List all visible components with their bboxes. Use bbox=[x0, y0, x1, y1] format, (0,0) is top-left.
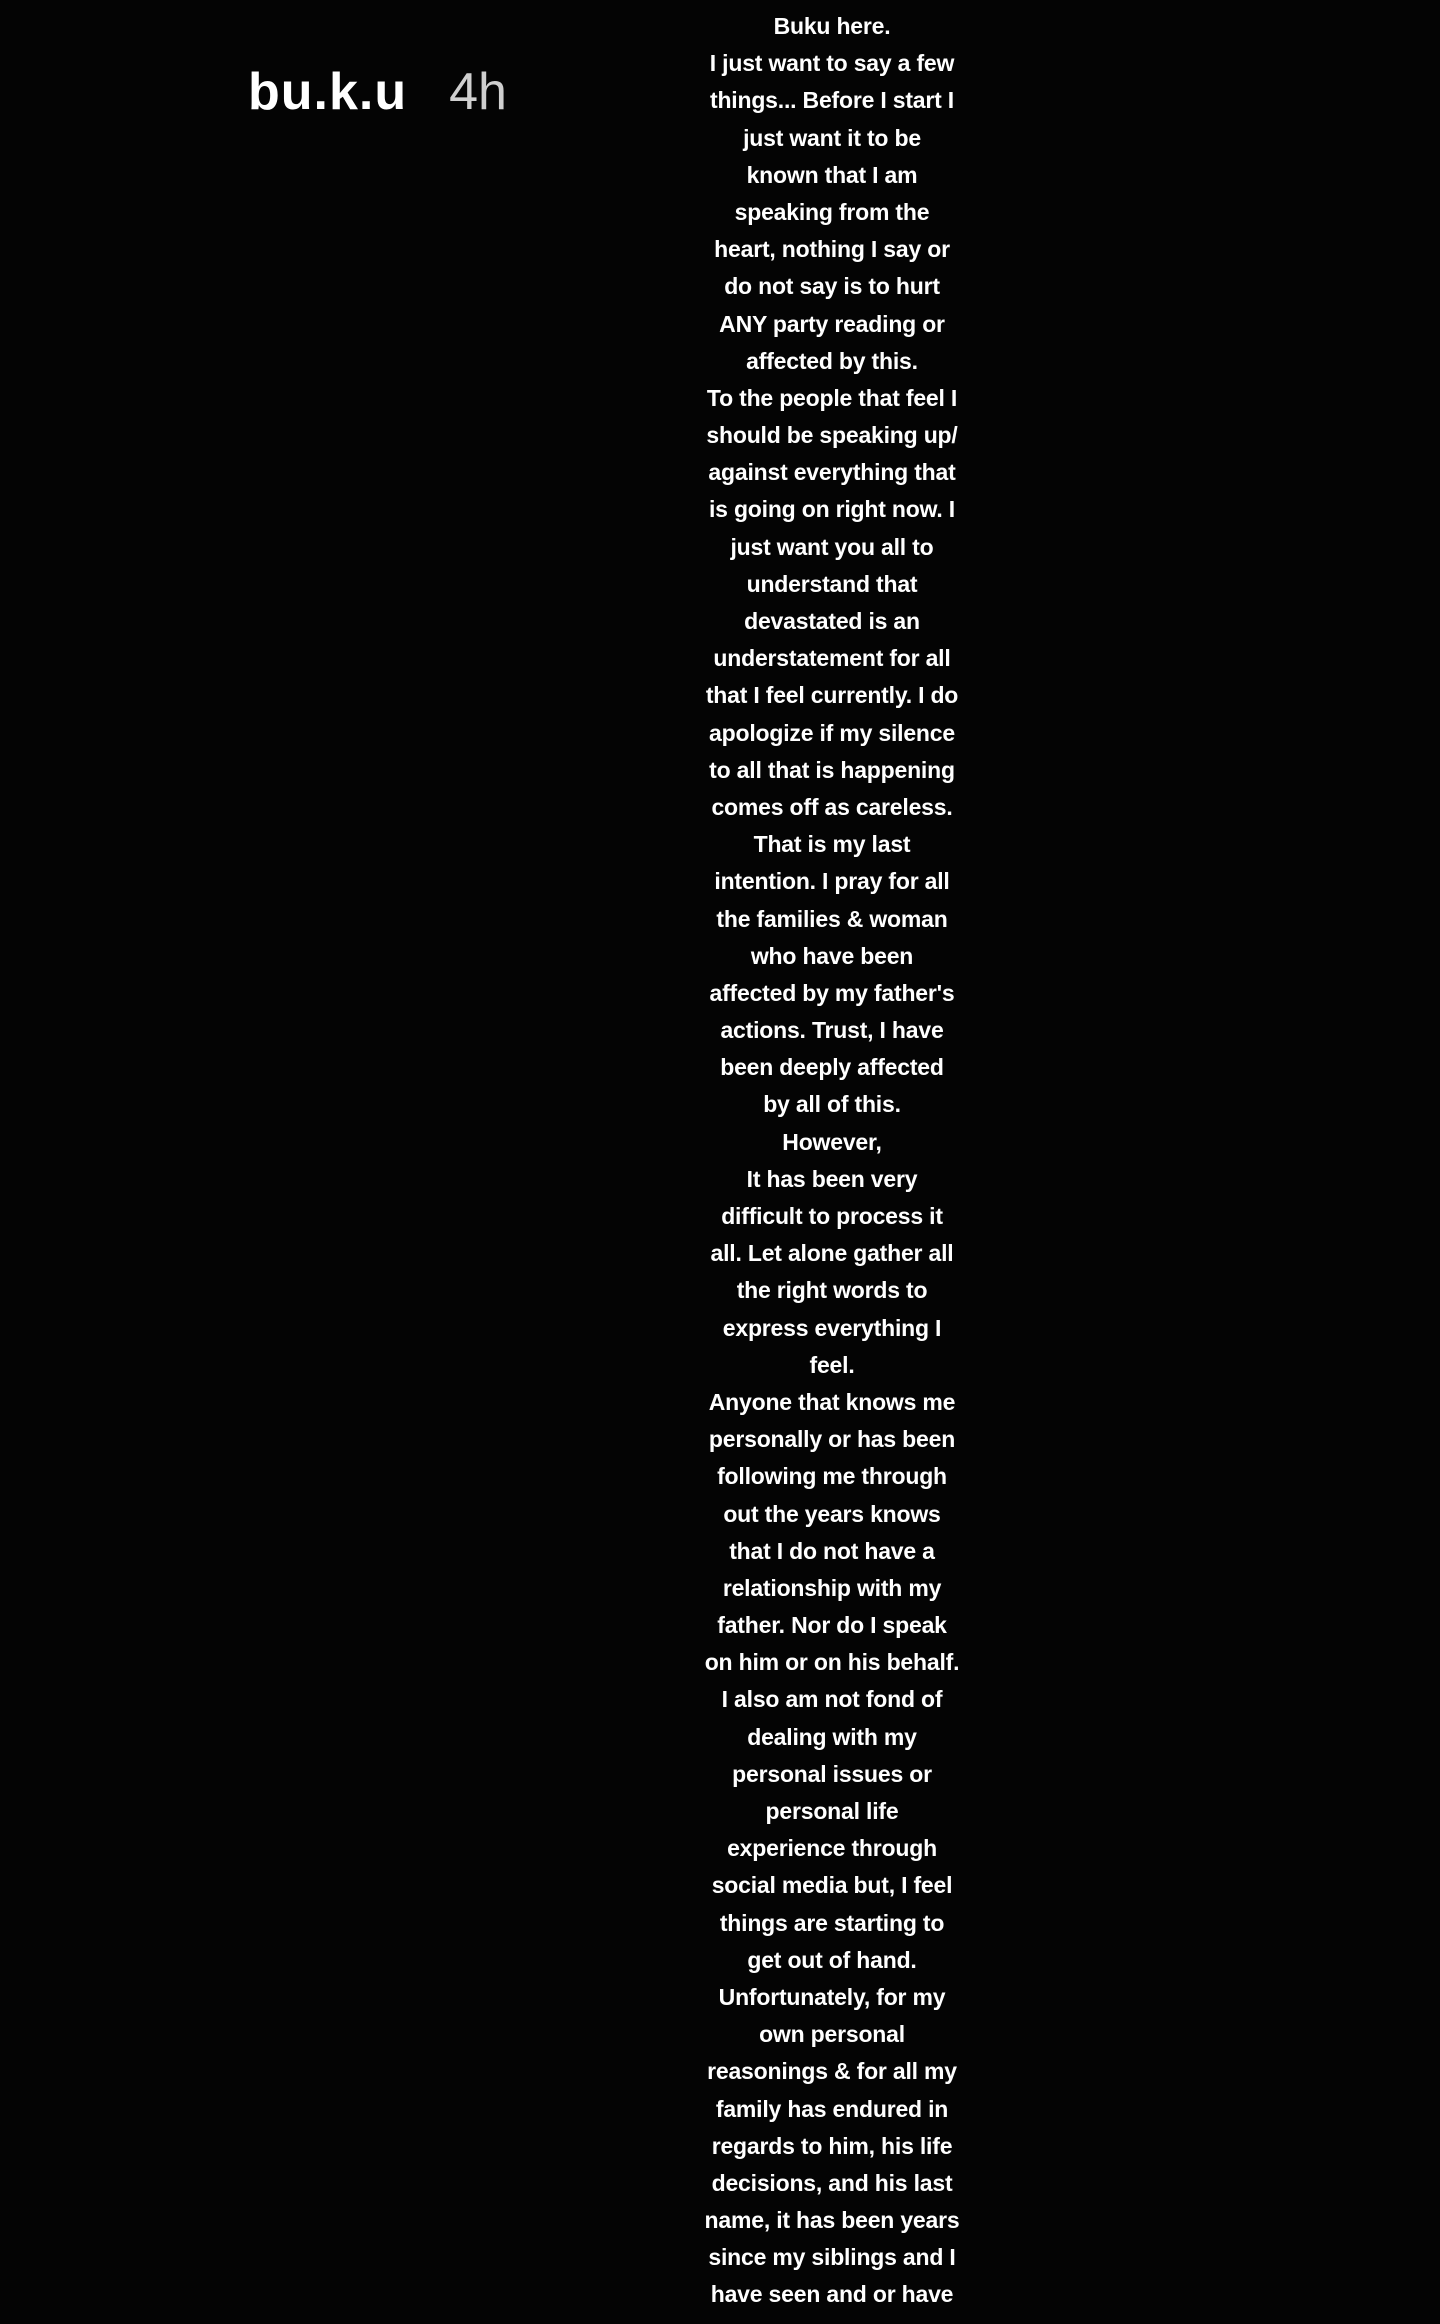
caption-line: known that I am bbox=[746, 161, 918, 188]
caption-line: things... Before I start I bbox=[709, 87, 954, 114]
story-username[interactable]: bu.k.u bbox=[248, 63, 408, 121]
caption-line: regards to him, his life bbox=[711, 2132, 953, 2159]
caption-line: just want you all to bbox=[730, 533, 934, 560]
caption-line: father. Nor do I speak bbox=[717, 1612, 947, 1639]
caption-line: understatement for all bbox=[713, 645, 951, 672]
caption-line: that I feel currently. I do bbox=[705, 682, 959, 709]
caption-line: Buku here. bbox=[773, 13, 891, 39]
caption-line: do not say is to hurt bbox=[724, 273, 940, 300]
caption-line: experience through bbox=[727, 1835, 937, 1862]
caption-line: have seen and or have bbox=[710, 2281, 954, 2308]
caption-line: reasonings & for all my bbox=[707, 2058, 957, 2085]
caption-line: To the people that feel I bbox=[706, 384, 958, 411]
caption-line: That is my last bbox=[753, 831, 911, 858]
caption-line: social media but, I feel bbox=[711, 1872, 953, 1899]
caption-line: heart, nothing I say or bbox=[714, 236, 950, 263]
caption-line: family has endured in bbox=[715, 2095, 949, 2122]
story-timestamp: 4h bbox=[449, 63, 507, 121]
caption-line: comes off as careless. bbox=[711, 793, 953, 820]
story-caption-text bbox=[667, 8, 997, 2314]
caption-line: I also am not fond of bbox=[721, 1686, 943, 1713]
caption-line: I just want to say a few bbox=[709, 50, 955, 77]
caption-line: However, bbox=[782, 1128, 882, 1155]
caption-line: own personal bbox=[759, 2021, 905, 2048]
caption-line: ANY party reading or bbox=[719, 310, 945, 337]
caption-line: It has been very bbox=[746, 1165, 918, 1192]
caption-line: actions. Trust, I have bbox=[720, 1017, 944, 1044]
caption-line: on him or on his behalf. bbox=[704, 1649, 960, 1676]
caption-line: personal issues or bbox=[732, 1760, 932, 1787]
caption-line: affected by my father's bbox=[709, 979, 955, 1006]
caption-line: name, it has been years bbox=[704, 2207, 960, 2234]
caption-line: against everything that bbox=[708, 459, 956, 486]
caption-line: affected by this. bbox=[746, 347, 918, 374]
caption-line: by all of this. bbox=[763, 1091, 901, 1118]
caption-line: to all that is happening bbox=[709, 756, 955, 783]
caption-line: difficult to process it bbox=[721, 1203, 943, 1229]
caption-line: is going on right now. I bbox=[708, 496, 956, 523]
caption-line: personal life bbox=[765, 1798, 899, 1824]
caption-line: the families & woman bbox=[716, 905, 948, 932]
caption-line: relationship with my bbox=[722, 1574, 942, 1601]
caption-line: out the years knows bbox=[723, 1500, 941, 1527]
caption-line: who have been bbox=[750, 942, 914, 969]
caption-line: apologize if my silence bbox=[709, 719, 955, 746]
caption-line: been deeply affected bbox=[720, 1054, 944, 1081]
caption-line: feel. bbox=[809, 1351, 855, 1378]
caption-line: just want it to be bbox=[743, 124, 921, 151]
caption-line: things are starting to bbox=[719, 1909, 945, 1936]
caption-line: Anyone that knows me bbox=[708, 1388, 956, 1415]
caption-line: speaking from the bbox=[734, 198, 930, 225]
caption-line: the right words to bbox=[736, 1277, 928, 1304]
caption-line: devastated is an bbox=[744, 608, 920, 634]
caption-line: that I do not have a bbox=[729, 1537, 935, 1564]
caption-line: should be speaking up/ bbox=[706, 422, 958, 449]
caption-line: understand that bbox=[746, 570, 918, 597]
caption-line: all. Let alone gather all bbox=[710, 1240, 954, 1267]
caption-line: dealing with my bbox=[747, 1723, 917, 1750]
caption-line: since my siblings and I bbox=[708, 2244, 956, 2271]
caption-line: express everything I bbox=[722, 1314, 942, 1341]
caption-line: Unfortunately, for my bbox=[718, 1983, 946, 2010]
caption-line: get out of hand. bbox=[747, 1946, 917, 1973]
story-header bbox=[248, 60, 507, 124]
caption-line: decisions, and his last bbox=[711, 2169, 953, 2196]
caption-line: personally or has been bbox=[708, 1426, 956, 1453]
caption-line: following me through bbox=[717, 1463, 947, 1490]
caption-line: intention. I pray for all bbox=[714, 868, 950, 895]
